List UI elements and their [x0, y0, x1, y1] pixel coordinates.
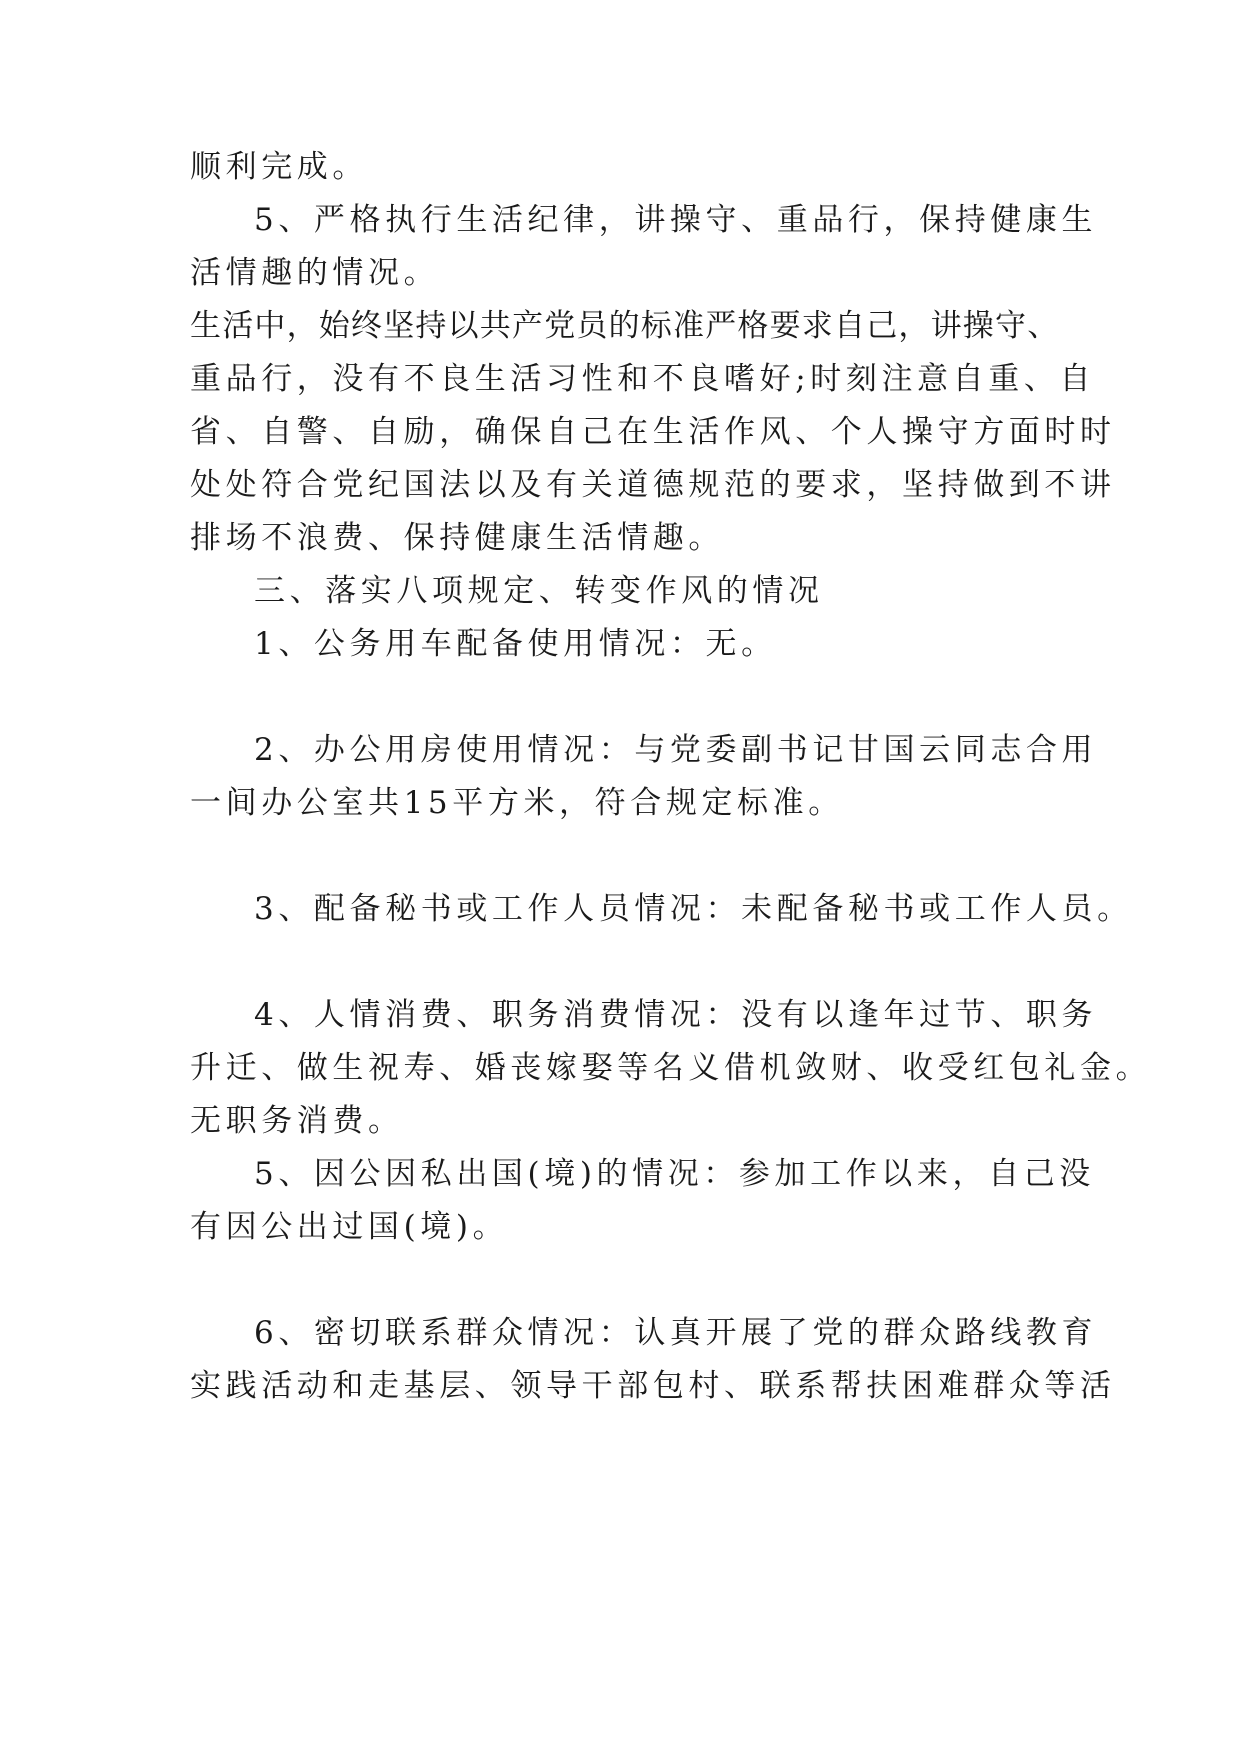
section-item-heading: 2、办公用房使用情况：与党委副书记甘国云同志合用 — [254, 732, 1098, 768]
paragraph-line: 一间办公室共15平方米，符合规定标准。 — [190, 785, 844, 821]
section-item-heading: 6、密切联系群众情况：认真开展了党的群众路线教育 — [254, 1315, 1098, 1351]
paragraph-line: 有因公出过国(境)。 — [190, 1209, 509, 1245]
paragraph-line: 顺利完成。 — [190, 149, 368, 185]
paragraph-line: 重品行，没有不良生活习性和不良嗜好;时刻注意自重、自 — [190, 361, 1096, 397]
section-item-heading: 3、配备秘书或工作人员情况：未配备秘书或工作人员。 — [254, 891, 1133, 927]
paragraph-line: 升迁、做生祝寿、婚丧嫁娶等名义借机敛财、收受红包礼金。 — [190, 1050, 1152, 1086]
section-item-heading: 5、严格执行生活纪律，讲操守、重品行，保持健康生 — [254, 202, 1098, 238]
paragraph-line: 活情趣的情况。 — [190, 255, 440, 291]
paragraph-line: 无职务消费。 — [190, 1103, 404, 1139]
section-item-heading: 4、人情消费、职务消费情况：没有以逢年过节、职务 — [254, 997, 1098, 1033]
paragraph-line: 生活中，始终坚持以共产党员的标准严格要求自己，讲操守、 — [190, 308, 1060, 344]
paragraph-line: 处处符合党纪国法以及有关道德规范的要求，坚持做到不讲 — [190, 467, 1116, 503]
section-heading: 三、落实八项规定、转变作风的情况 — [254, 573, 824, 609]
section-item-heading: 5、因公因私出国(境)的情况：参加工作以来，自己没 — [254, 1156, 1095, 1192]
paragraph-line: 省、自警、自励，确保自己在生活作风、个人操守方面时时 — [190, 414, 1116, 450]
paragraph-line: 排场不浪费、保持健康生活情趣。 — [190, 520, 724, 556]
paragraph-line: 实践活动和走基层、领导干部包村、联系帮扶困难群众等活 — [190, 1368, 1116, 1404]
section-item-heading: 1、公务用车配备使用情况：无。 — [254, 626, 777, 662]
